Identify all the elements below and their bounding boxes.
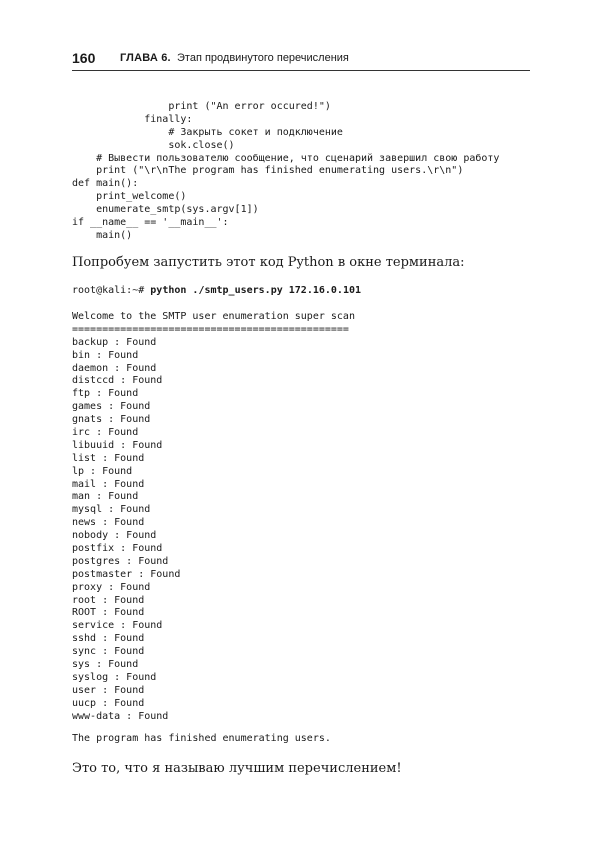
output-line: daemon : Found: [72, 362, 157, 374]
chapter-title: Этап продвинутого перечисления: [177, 52, 349, 64]
command-text: python ./smtp_users.py 172.16.0.101: [150, 285, 361, 296]
code-line: enumerate_smtp(sys.argv[1]): [72, 204, 259, 216]
code-line: # Закрыть сокет и подключение: [72, 126, 343, 138]
output-line: www-data : Found: [72, 710, 169, 722]
code-line: print ("\r\nThe program has finished enumerating users.\r\n"): [72, 165, 464, 177]
chapter-label: ГЛАВА 6.: [120, 52, 171, 64]
code-listing: [72, 101, 499, 243]
output-line: man : Found: [72, 491, 139, 503]
output-line: service : Found: [72, 620, 163, 632]
code-line: print ("An error occured!"): [72, 101, 331, 112]
code-line: sok.close(): [72, 139, 235, 151]
output-line: uucp : Found: [72, 697, 145, 709]
intro-paragraph: Попробуем запустить этот код Python в окне терминала:: [72, 255, 465, 270]
output-line: gnats : Found: [72, 414, 151, 426]
output-line: mail : Found: [72, 478, 145, 490]
code-line: # Вывести пользователю сообщение, что сценарий завершил свою работу: [72, 152, 500, 164]
closing-paragraph: Это то, что я называю лучшим перечислением!: [72, 761, 402, 776]
finish-message: The program has finished enumerating users.: [72, 733, 331, 744]
output-line: news : Found: [72, 517, 145, 529]
output-line: bin : Found: [72, 349, 139, 361]
page-number: 160: [72, 50, 96, 66]
output-line: postgres : Found: [72, 555, 169, 567]
output-line: mysql : Found: [72, 504, 151, 516]
code-line: main(): [72, 229, 133, 241]
terminal-command: [72, 285, 361, 296]
output-line: ROOT : Found: [72, 607, 145, 619]
code-line: if __name__ == '__main__':: [72, 217, 229, 229]
output-line: syslog : Found: [72, 671, 157, 683]
output-line: user : Found: [72, 684, 145, 696]
output-line: backup : Found: [72, 336, 157, 348]
output-line: distccd : Found: [72, 375, 163, 387]
output-line: irc : Found: [72, 427, 139, 439]
output-line: ==============================================: [72, 323, 349, 335]
terminal-prompt: root@kali:~#: [72, 285, 151, 296]
output-line: nobody : Found: [72, 530, 157, 542]
output-line: root : Found: [72, 594, 145, 606]
output-line: sys : Found: [72, 659, 139, 671]
output-line: sshd : Found: [72, 633, 145, 645]
output-line: postfix : Found: [72, 543, 163, 555]
output-line: sync : Found: [72, 646, 145, 658]
output-line: proxy : Found: [72, 581, 151, 593]
terminal-output: [72, 311, 355, 724]
output-line: libuuid : Found: [72, 439, 163, 451]
output-line: games : Found: [72, 401, 151, 413]
output-line: lp : Found: [72, 465, 133, 477]
output-line: postmaster : Found: [72, 568, 181, 580]
output-line: Welcome to the SMTP user enumeration super scan: [72, 311, 355, 322]
output-line: list : Found: [72, 452, 145, 464]
page-header: [72, 48, 530, 71]
output-line: ftp : Found: [72, 388, 139, 400]
code-line: finally:: [72, 113, 193, 125]
code-line: def main():: [72, 178, 139, 190]
code-line: print_welcome(): [72, 191, 187, 203]
